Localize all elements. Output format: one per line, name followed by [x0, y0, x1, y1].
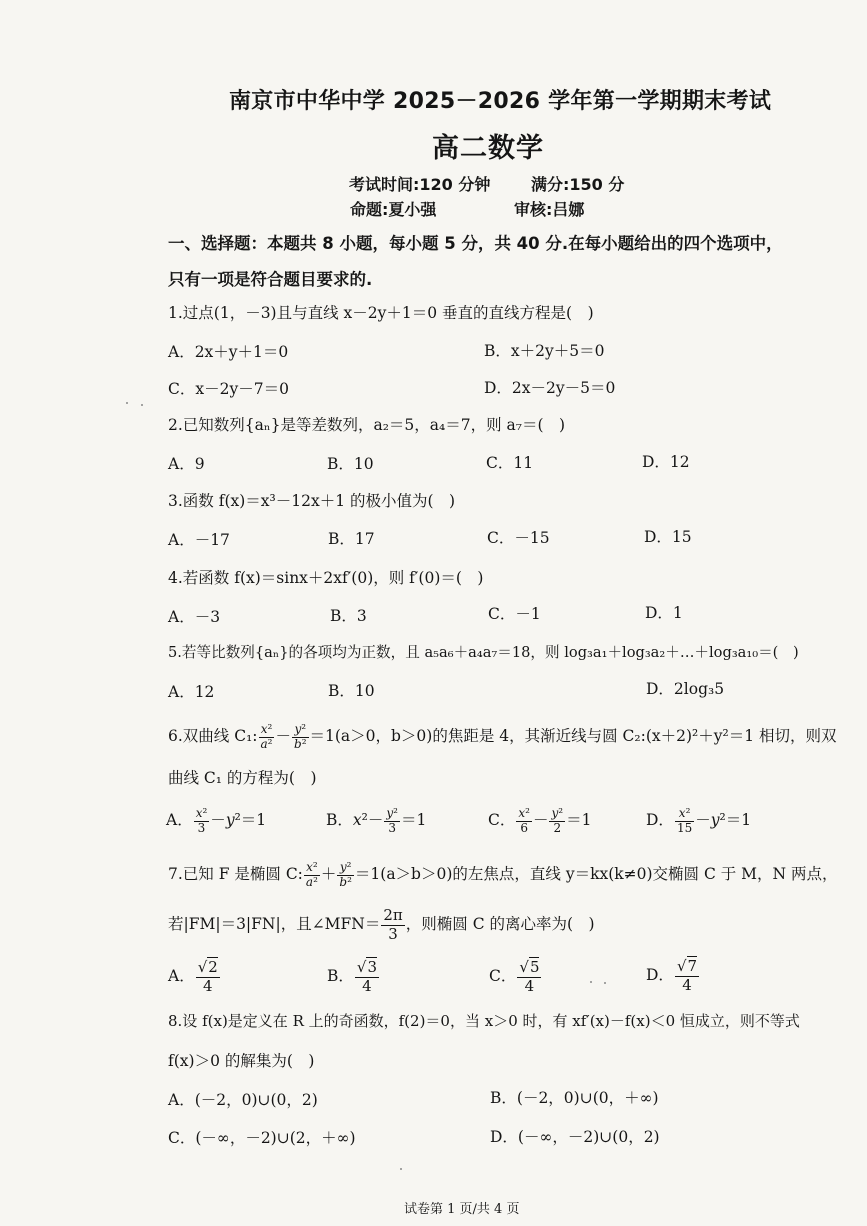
- q2-option-a: A．9: [168, 455, 205, 473]
- author: 命题:夏小强: [350, 200, 437, 219]
- question-3-stem: 3.函数 f(x)＝x³－12x＋1 的极小值为( ): [168, 492, 456, 510]
- reviewer: 审核:吕娜: [514, 200, 585, 219]
- q1-option-d: D．2x－2y－5＝0: [484, 379, 616, 397]
- q7-stem-suffix: ＝1(a＞b＞0)的左焦点，直线 y＝kx(k≠0)交椭圆 C 于 M，N 两点，: [354, 865, 838, 883]
- q6-stem-suffix: ＝1(a＞0，b＞0)的焦距是 4，其渐近线与圆 C₂:(x＋2)²＋y²＝1 相切，则双: [309, 727, 837, 745]
- question-7-stem-line2: 若|FM|＝3|FN|，且∠MFN＝ $\frac{2\pi}{3}$ ，则椭圆 C 的离心率为( ): [168, 906, 595, 943]
- q3-option-b: B．17: [328, 530, 375, 548]
- scan-speck: [126, 402, 128, 404]
- q4-option-c: C．－1: [488, 605, 541, 623]
- scan-speck: [400, 1168, 402, 1170]
- q1-option-a: A．2x＋y＋1＝0: [168, 343, 289, 361]
- q8-option-d: D．(－∞，－2)∪(0，2): [490, 1128, 660, 1146]
- q5-option-a: A．12: [168, 683, 215, 701]
- q8-option-c: C．(－∞，－2)∪(2，＋∞): [168, 1129, 356, 1147]
- q4-option-b: B．3: [330, 607, 367, 625]
- scan-speck: [604, 982, 606, 984]
- q4-option-a: A．－3: [168, 608, 221, 626]
- question-1-stem: 1.过点(1，－3)且与直线 x－2y＋1＝0 垂直的直线方程是( ): [168, 304, 594, 322]
- exam-time: 考试时间:120 分钟: [349, 175, 491, 194]
- question-4-stem: 4.若函数 f(x)＝sinx＋2xf′(0)，则 f′(0)＝( ): [168, 569, 484, 587]
- exam-title: 南京市中华中学 2025－2026 学年第一学期期末考试: [229, 89, 772, 114]
- scan-speck: [141, 404, 143, 406]
- q6-option-d: D． $\frac{\text{x²}}{15}$ －y²＝1: [646, 805, 752, 835]
- question-8-stem-line2: f(x)＞0 的解集为( ): [168, 1052, 315, 1070]
- question-2-stem: 2.已知数列{aₙ}是等差数列，a₂＝5，a₄＝7，则 a₇＝( ): [168, 416, 566, 434]
- question-6-stem-line2: 曲线 C₁ 的方程为( ): [168, 769, 317, 787]
- q1-option-b: B．x＋2y＋5＝0: [484, 342, 605, 360]
- question-6-stem: 6.双曲线 C₁: $\frac{\text{x²}}{\text{a²}}$ － $\frac{\text{y²}}{\text{b²}}$ ＝1(a＞0，b＞0)的焦距是 4，其渐近线与圆 C₂:(x＋2)²＋y²＝1 相切，则双: [168, 721, 837, 751]
- q4-option-d: D．1: [645, 604, 683, 622]
- q8-option-a: A．(－2，0)∪(0，2): [168, 1091, 318, 1109]
- q2-option-c: C．11: [486, 454, 534, 472]
- q2-option-d: D．12: [642, 453, 690, 471]
- q6-stem-prefix: 6.双曲线 C₁:: [168, 727, 258, 745]
- question-5-stem: 5.若等比数列{aₙ}的各项均为正数，且 a₅a₆＋a₄a₇＝18，则 log₃a₁＋log₃a₂＋…＋log₃a₁₀＝( ): [168, 644, 799, 661]
- full-score: 满分:150 分: [531, 175, 625, 194]
- q3-option-a: A．－17: [168, 531, 230, 549]
- subject-title: 高二数学: [432, 133, 544, 164]
- q1-option-c: C．x－2y－7＝0: [168, 380, 289, 398]
- scan-speck: [590, 981, 592, 983]
- q7-option-c: C． $\frac{√5}{4}$: [489, 958, 540, 995]
- q3-option-d: D．15: [644, 528, 692, 546]
- section-heading-line1: 一、选择题：本题共 8 小题，每小题 5 分，共 40 分.在每小题给出的四个选项中，: [168, 234, 783, 253]
- q5-option-d: D．2log₃5: [646, 680, 725, 698]
- q7-option-a: A． $\frac{√2}{4}$: [168, 958, 218, 995]
- q7-stem-prefix: 7.已知 F 是椭圆 C:: [168, 865, 303, 883]
- q2-option-b: B．10: [327, 455, 374, 473]
- q8-option-b: B．(－2，0)∪(0，＋∞): [490, 1089, 659, 1107]
- section-heading-line2: 只有一项是符合题目要求的.: [168, 270, 373, 289]
- question-8-stem: 8.设 f(x)是定义在 R 上的奇函数，f(2)＝0，当 x＞0 时，有 xf′(x)－f(x)＜0 恒成立，则不等式: [168, 1012, 800, 1030]
- q3-option-c: C．－15: [487, 529, 550, 547]
- question-7-stem: 7.已知 F 是椭圆 C: $\frac{\text{x²}}{\text{a²}}$ ＋ $\frac{\text{y²}}{\text{b²}}$ ＝1(a＞b＞0)的左焦点，直线 y＝kx(k≠0)交椭圆 C 于 M，N 两点，: [168, 859, 838, 889]
- page-footer: 试卷第 1 页/共 4 页: [404, 1202, 520, 1217]
- q7-option-d: D． $\frac{√7}{4}$: [646, 957, 698, 994]
- q6-option-b: B．x²－ $\frac{\text{y²}}{3}$ ＝1: [326, 805, 427, 835]
- q7-option-b: B． $\frac{√3}{4}$: [327, 958, 377, 995]
- q6-option-c: C． $\frac{\text{x²}}{6}$ － $\frac{\text{y²}}{2}$ ＝1: [488, 805, 592, 835]
- q5-option-b: B．10: [328, 682, 375, 700]
- q6-option-a: A． $\frac{\text{x²}}{3}$ －y²＝1: [166, 805, 267, 835]
